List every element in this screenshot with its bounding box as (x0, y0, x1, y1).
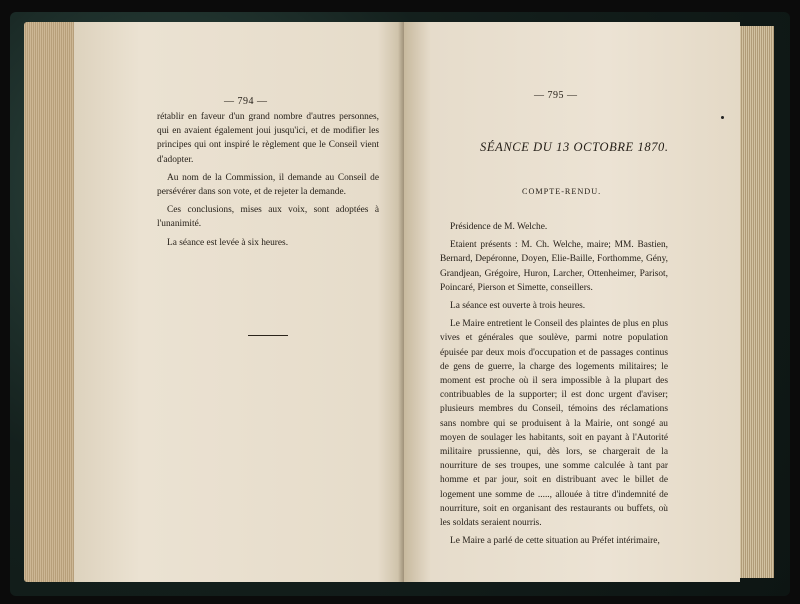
left-paragraph-1: rétablir en faveur d'un grand nombre d'autres personnes, qui en avaient également joui jusqu'ici, et de modifier les principes qui ont inspiré le règlement que le Conseil vient d'adopter. (157, 112, 379, 165)
right-paragraph-3: La séance est ouverte à trois heures. (450, 301, 586, 312)
left-page (74, 22, 404, 582)
left-page-edges (24, 22, 76, 582)
right-page-number: — 795 — (534, 90, 578, 101)
left-page-text (157, 110, 379, 250)
right-paragraph-2: Etaient présents : M. Ch. Welche, maire; MM. Bastien, Bernard, Depéronne, Doyen, Elie-Baille, Forthomme, Gény, Grandjean, Grégoire, Huron, Larcher, Ottenheimer, Parisot, Poincaré, Pierson et Simette, conseillers. (440, 240, 668, 293)
right-page-text (440, 220, 668, 548)
right-paragraph-1: Présidence de M. Welche. (450, 222, 548, 232)
right-page (404, 22, 740, 582)
compte-rendu-heading: COMPTE-RENDU. (522, 187, 602, 196)
left-paragraph-4: La séance est levée à six heures. (167, 237, 289, 248)
right-paragraph-4: Le Maire entretient le Conseil des plaintes de plus en plus vives et générales que soulève, parmi notre population épuisée par deux mois d'occupation et de passages continus de gens de guerre, la charge des logements militaires; le moment est proche où il sera impossible à la plupart des contribuables de la supporter; il est donc urgent d'aviser; plusieurs membres du Conseil, témoins des réclamations sans nombre qui se produisent à la Mairie, ont songé au moyen de soulager les habitants, soit en payant à l'Autorité militaire prussienne, qui, dès lors, se chargerait de la nourriture de ses troupes, une somme calculée à tant par homme et par jour, soit en distribuant avec le billet de logement une somme de ....., allouée à titre d'indemnité de nourriture, soit en organisant des restaurants ou buffets, où les soldats seraient nourris. (440, 319, 668, 529)
left-paragraph-2: Au nom de la Commission, il demande au Conseil de persévérer dans son vote, et de rejeter la demande. (157, 172, 379, 198)
left-page-number: — 794 — (224, 96, 268, 107)
right-page-edges (738, 26, 774, 578)
end-rule (248, 335, 288, 336)
right-paragraph-5: Le Maire a parlé de cette situation au Préfet intérimaire, (450, 536, 660, 547)
left-paragraph-3: Ces conclusions, mises aux voix, sont adoptées à l'unanimité. (157, 205, 379, 230)
session-title: SÉANCE DU 13 OCTOBRE 1870. (480, 140, 669, 154)
ink-speck (721, 116, 724, 119)
